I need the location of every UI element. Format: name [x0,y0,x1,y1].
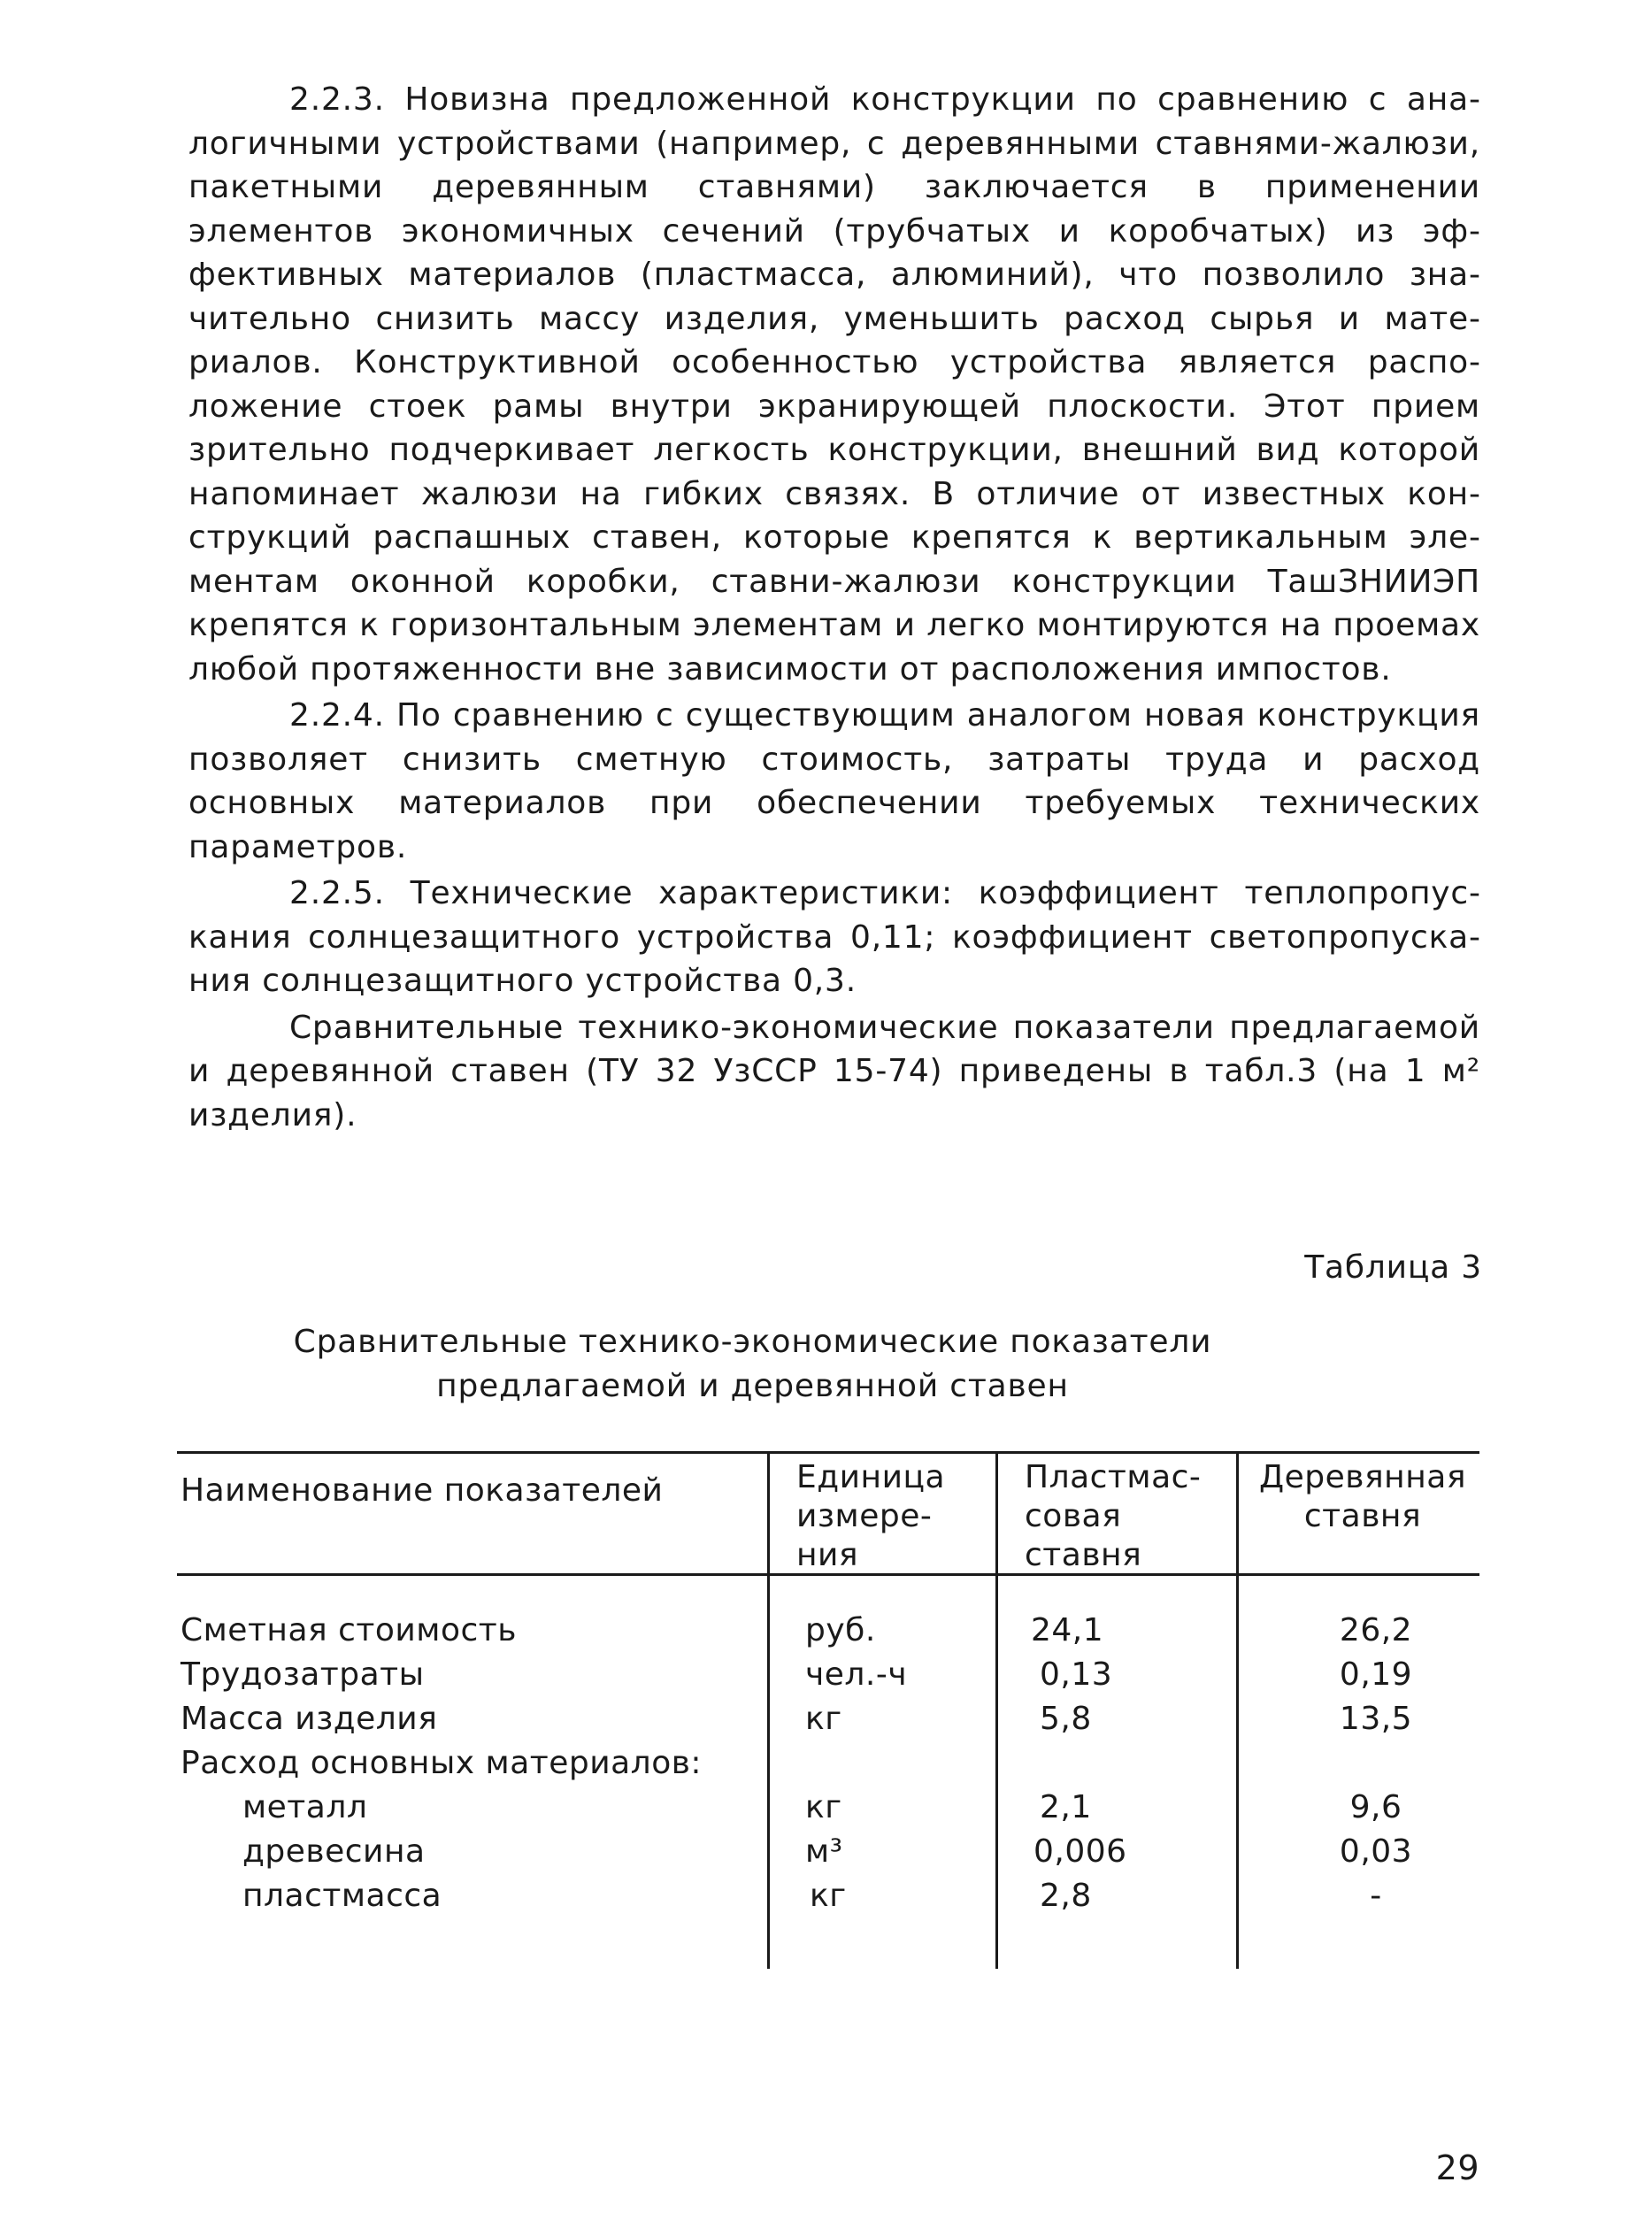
row-unit: кг [810,1878,847,1914]
row-unit: чел.-ч [805,1656,908,1693]
row-unit: руб. [805,1612,876,1648]
table-row [177,1874,1479,1918]
row-wood-value: 26,2 [1339,1612,1413,1648]
table-caption-line-1: Сравнительные технико-экономические показатели [293,1324,1212,1360]
header-unit: Единица измере-ния [796,1459,946,1573]
row-unit: кг [805,1789,842,1825]
row-name: Расход основных материалов: [181,1745,703,1781]
row-wood-value: 13,5 [1339,1701,1413,1737]
table-row [177,1653,1479,1697]
row-name: Трудозатраты [181,1656,425,1693]
row-plastic-value: 2,1 [1040,1789,1092,1825]
row-name: пластмасса [242,1878,442,1914]
table-row [177,1697,1479,1741]
table-top-rule [177,1451,1479,1454]
table-row [177,1830,1479,1874]
header-wood: Деревянная ставня [1259,1459,1466,1534]
row-name: Сметная стоимость [181,1612,517,1648]
table-row [177,1609,1479,1653]
row-plastic-value: 24,1 [1031,1612,1104,1648]
table-caption [188,1320,1317,1409]
header-plastic: Пластмас-совая ставня [1025,1459,1202,1573]
table-row [177,1741,1479,1786]
row-plastic-value: 0,006 [1033,1833,1127,1870]
row-wood-value: 0,19 [1339,1656,1413,1693]
row-wood-value: - [1370,1878,1382,1914]
row-unit: м³ [805,1833,843,1870]
paragraph-table-reference: Сравнительные технико-экономические показатели предлагаемой и деревянной ставен (ТУ 32 УзССР 15-74) приведены в табл.3 (на 1 м² изделия). [188,1009,1480,1133]
table-caption-line-2: предлагаемой и деревянной ставен [436,1368,1069,1404]
row-wood-value: 9,6 [1349,1789,1402,1825]
paragraph-2-2-5: 2.2.5. Технические характеристики: коэффициент теплопропускания солнцезащитного устройства 0,11; коэффициент светопропускания солнцезащитного устройства 0,3. [188,875,1480,999]
paragraph-2-2-4: 2.2.4. По сравнению с существующим аналогом новая конструкция позволяет снизить сметную стоимость, затраты труда и расход основных материалов при обеспечении требуемых технических параметров. [188,697,1480,865]
row-unit: кг [805,1701,842,1737]
row-wood-value: 0,03 [1339,1833,1413,1870]
row-plastic-value: 5,8 [1040,1701,1092,1737]
paragraph-2-2-3: 2.2.3. Новизна предложенной конструкции по сравнению с аналогичными устройствами (например, с деревянными ставнями-жалюзи, пакетными деревянным ставнями) заключается в применении элементов экономичных сечений (трубчатых и коробчатых) из эффективных материалов (пластмасса, алюминий), что позволило значительно снизить массу изделия, уменьшить расход сырья и материалов. Конструктивной особенностью устройства является расположение стоек рамы внутри экранирующей плоскости. Этот прием зрительно подчеркивает легкость конструкции, внешний вид которой напоминает жалюзи на гибких связях. В отличие от известных конструкций распашных ставен, которые крепятся к вертикальным элементам оконной коробки, ставни-жалюзи конструкции ТашЗНИИЭП крепятся к горизонтальным элементам и легко монтируются на проемах любой протяженности вне зависимости от расположения импостов. [188,81,1480,688]
row-name: Масса изделия [181,1701,438,1737]
comparison-table [177,1451,1479,1973]
row-name: металл [242,1789,368,1825]
table-row [177,1786,1479,1830]
body-text [188,78,1480,1140]
page-number: 29 [1435,2148,1479,2187]
row-plastic-value: 2,8 [1040,1878,1092,1914]
header-name: Наименование показателей [181,1472,664,1509]
row-name: древесина [242,1833,426,1870]
table-label: Таблица 3 [1304,1249,1482,1286]
row-plastic-value: 0,13 [1040,1656,1113,1693]
